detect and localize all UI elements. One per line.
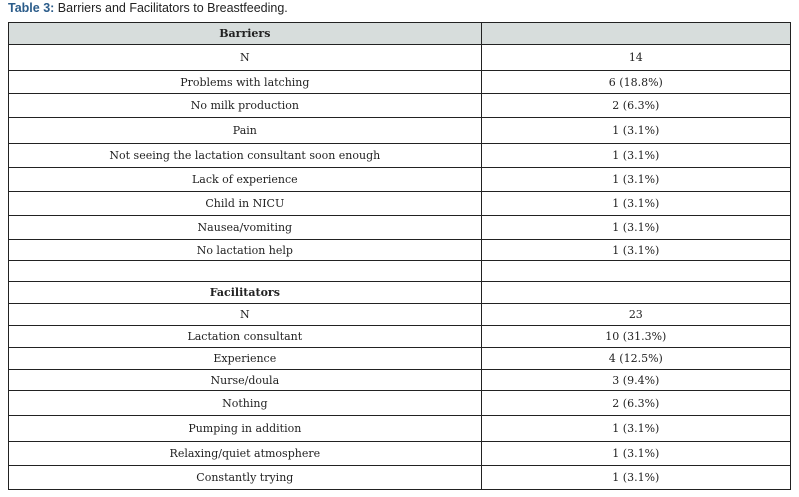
table-row <box>9 416 791 442</box>
table-section-row <box>9 282 791 304</box>
table-row <box>9 71 791 94</box>
row-label: Not seeing the lactation consultant soon enough <box>9 144 482 168</box>
table-row <box>9 326 791 348</box>
row-value: 1 (3.1%) <box>481 442 790 466</box>
row-label: Constantly trying <box>9 466 482 490</box>
row-value: 1 (3.1%) <box>481 216 790 240</box>
row-label: No milk production <box>9 94 482 118</box>
table-row <box>9 391 791 416</box>
header-barriers: Barriers <box>9 23 482 45</box>
row-label: N <box>9 304 482 326</box>
table-caption <box>8 1 288 15</box>
row-value: 2 (6.3%) <box>481 94 790 118</box>
row-label: Nausea/vomiting <box>9 216 482 240</box>
table-row <box>9 168 791 192</box>
row-value: 1 (3.1%) <box>481 168 790 192</box>
barriers-facilitators-table <box>8 22 791 490</box>
row-value: 1 (3.1%) <box>481 144 790 168</box>
row-value: 3 (9.4%) <box>481 370 790 391</box>
table-row <box>9 240 791 261</box>
row-value: 23 <box>481 304 790 326</box>
table-caption-label: Table 3: <box>8 1 55 15</box>
row-label: Nurse/doula <box>9 370 482 391</box>
header-value <box>481 23 790 45</box>
table-row <box>9 192 791 216</box>
table-row <box>9 370 791 391</box>
row-label <box>9 261 482 282</box>
table-row <box>9 261 791 282</box>
table-row <box>9 442 791 466</box>
row-label: Lactation consultant <box>9 326 482 348</box>
row-label: Nothing <box>9 391 482 416</box>
row-value: 1 (3.1%) <box>481 118 790 144</box>
table-row <box>9 144 791 168</box>
row-label: N <box>9 45 482 71</box>
row-label: Pumping in addition <box>9 416 482 442</box>
table-row <box>9 118 791 144</box>
table-row <box>9 216 791 240</box>
row-value: 1 (3.1%) <box>481 416 790 442</box>
row-label: No lactation help <box>9 240 482 261</box>
table-row <box>9 304 791 326</box>
row-label: Lack of experience <box>9 168 482 192</box>
table-row <box>9 466 791 490</box>
row-label: Pain <box>9 118 482 144</box>
row-label: Child in NICU <box>9 192 482 216</box>
row-value: 2 (6.3%) <box>481 391 790 416</box>
row-value: 1 (3.1%) <box>481 466 790 490</box>
table-row <box>9 348 791 370</box>
table-caption-text: Barriers and Facilitators to Breastfeeding. <box>54 1 288 15</box>
section-label: Facilitators <box>9 282 482 304</box>
row-value <box>481 282 790 304</box>
row-value: 1 (3.1%) <box>481 240 790 261</box>
row-value: 6 (18.8%) <box>481 71 790 94</box>
table-header-row <box>9 23 791 45</box>
row-value: 1 (3.1%) <box>481 192 790 216</box>
row-label: Relaxing/quiet atmosphere <box>9 442 482 466</box>
row-value: 14 <box>481 45 790 71</box>
row-label: Experience <box>9 348 482 370</box>
table-row <box>9 45 791 71</box>
row-value: 10 (31.3%) <box>481 326 790 348</box>
row-label: Problems with latching <box>9 71 482 94</box>
row-value <box>481 261 790 282</box>
row-value: 4 (12.5%) <box>481 348 790 370</box>
table-row <box>9 94 791 118</box>
